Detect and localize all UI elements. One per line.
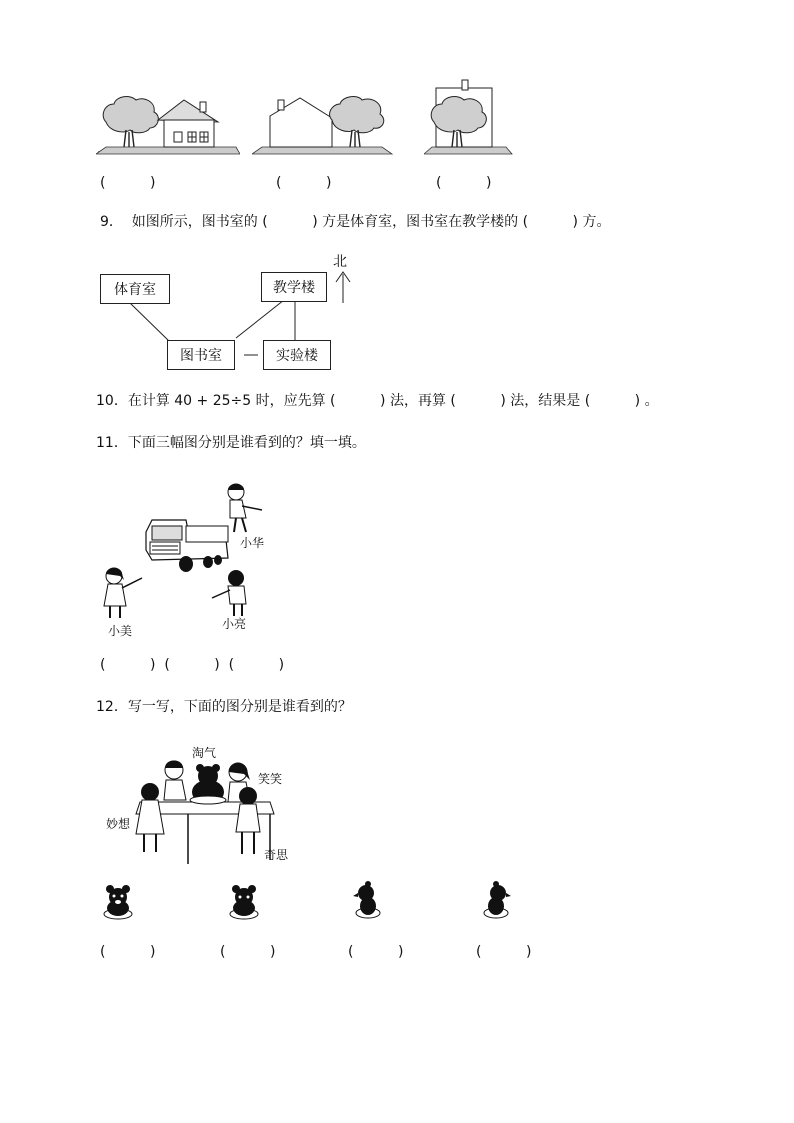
bear-view-right-side-icon bbox=[478, 880, 514, 920]
label-qisi: 奇思 bbox=[264, 848, 289, 862]
question-9-text: 9． 如图所示，图书室的 ( ) 方是体育室，图书室在教学楼的 ( ) 方。 bbox=[100, 214, 611, 230]
question-11-text: 11．下面三幅图分别是谁看到的？填一填。 bbox=[96, 435, 366, 451]
campus-map-lines bbox=[0, 0, 794, 400]
question-12-text: 12．写一写，下面的图分别是谁看到的？ bbox=[96, 699, 352, 715]
question-10-text: 10．在计算 40 + 25÷5 时，应先算 ( ) 法，再算 ( ) 法，结果是 ( ) 。 bbox=[96, 393, 659, 409]
bear-view-left-side-icon bbox=[350, 880, 386, 920]
label-xiaohua: 小华 bbox=[240, 536, 265, 550]
q12-answer-blank-3[interactable]: ( ) bbox=[348, 944, 404, 960]
label-miaoxiang: 妙想 bbox=[106, 817, 131, 831]
q12-answer-blank-4[interactable]: ( ) bbox=[476, 944, 532, 960]
label-xiaoliang: 小亮 bbox=[222, 617, 247, 631]
bear-view-front-icon bbox=[100, 884, 136, 920]
map-box-library: 图书室 bbox=[167, 340, 235, 370]
q12-answer-blank-2[interactable]: ( ) bbox=[220, 944, 276, 960]
map-box-gym: 体育室 bbox=[100, 274, 170, 304]
q8-answer-blank-1[interactable]: ( ) bbox=[100, 175, 156, 191]
north-label: 北 bbox=[333, 254, 347, 270]
map-box-teaching-building: 教学楼 bbox=[261, 272, 327, 302]
q12-answer-blank-1[interactable]: ( ) bbox=[100, 944, 156, 960]
q8-answer-blank-2[interactable]: ( ) bbox=[276, 175, 332, 191]
map-box-lab-building: 实验楼 bbox=[263, 340, 331, 370]
q8-answer-blank-3[interactable]: ( ) bbox=[436, 175, 492, 191]
label-taoqi: 淘气 bbox=[192, 746, 217, 760]
label-xiaoxiao: 笑笑 bbox=[258, 772, 283, 786]
label-xiaomei: 小美 bbox=[108, 624, 133, 638]
truck-and-children-picture bbox=[96, 480, 286, 636]
bear-view-back-icon bbox=[226, 884, 262, 920]
q11-answer-blanks[interactable]: ( ) ( ) ( ) bbox=[100, 657, 285, 673]
